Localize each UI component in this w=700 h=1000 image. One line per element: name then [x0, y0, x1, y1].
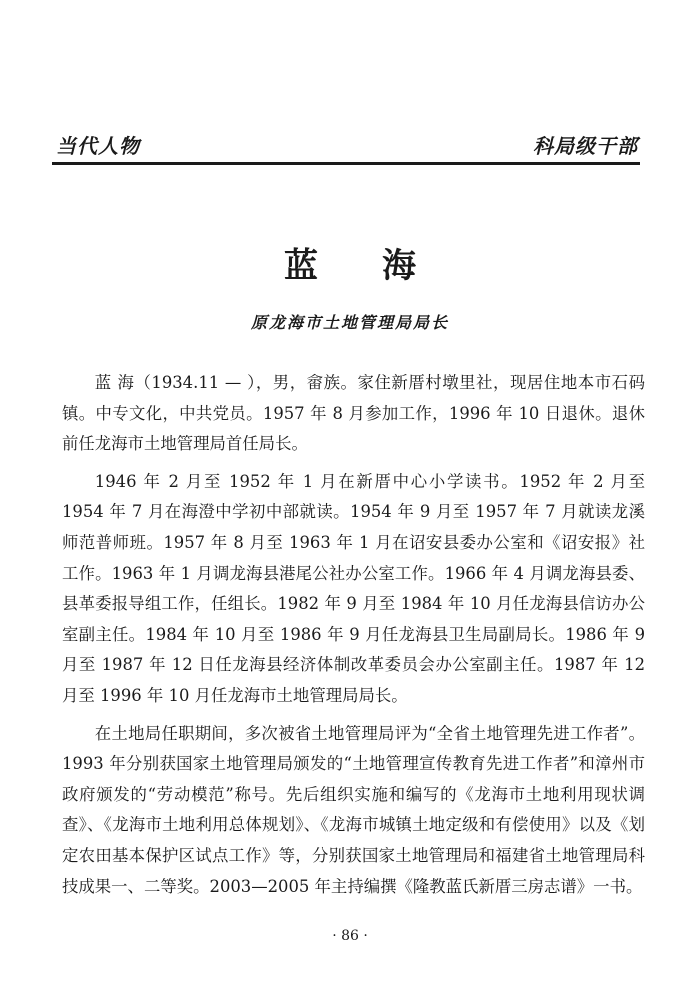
paragraph-intro: 蓝 海（1934.11 — ），男，畲族。家住新厝村墩里社，现居住地本市石码镇。中专文化，中共党员。1957 年 8 月参加工作，1996 年 10 日退休。退休前任龙海市土地管理局首任局长。 — [62, 373, 645, 454]
header-category: 科局级干部 — [533, 134, 638, 158]
header-section-title: 当代人物 — [56, 134, 140, 158]
page-subtitle: 原龙海市土地管理局局长 — [250, 313, 449, 332]
paragraph-career: 1946 年 2 月至 1952 年 1 月在新厝中心小学读书。1952 年 2 月至 1954 年 7 月在海澄中学初中部就读。1954 年 9 月至 1957 年 7 月就读龙溪师范普师班。1957 年 8 月至 1963 年 1 月在诏安县委办公室和《诏安报》社工作。1963 年 1 月调龙海县港尾公社办公室工作。1966 年 4 月调龙海县委、县革委报导组工作，任组长。1982 年 9 月至 1984 年 10 月任龙海县信访办公室副主任。1984 年 10 月至 1986 年 9 月任龙海县卫生局副局长。1986 年 9 月至 1987 年 12 日任龙海县经济体制改革委员会办公室副主任。1987 年 12 月至 1996 年 10 月任龙海市土地管理局局长。 — [62, 471, 645, 705]
biography-body — [62, 368, 645, 909]
running-header — [52, 128, 640, 165]
paragraph-achievements: 在土地局任职期间，多次被省土地管理局评为“全省土地管理先进工作者”。1993 年分别获国家土地管理局颁发的“土地管理宣传教育先进工作者”和漳州市政府颁发的“劳动模范”称号。先后组织实施和编写的《龙海市土地利用现状调查》、《龙海市土地利用总体规划》、《龙海市城镇土地定级和有偿使用》以及《划定农田基本保护区试点工作》等，分别获国家土地管理局和福建省土地管理局科技成果一、二等奖。2003—2005 年主持编撰《隆教蓝氏新厝三房志谱》一书。 — [62, 723, 645, 896]
page-number: · 86 · — [332, 928, 368, 944]
page-title: 蓝海 — [284, 246, 480, 286]
